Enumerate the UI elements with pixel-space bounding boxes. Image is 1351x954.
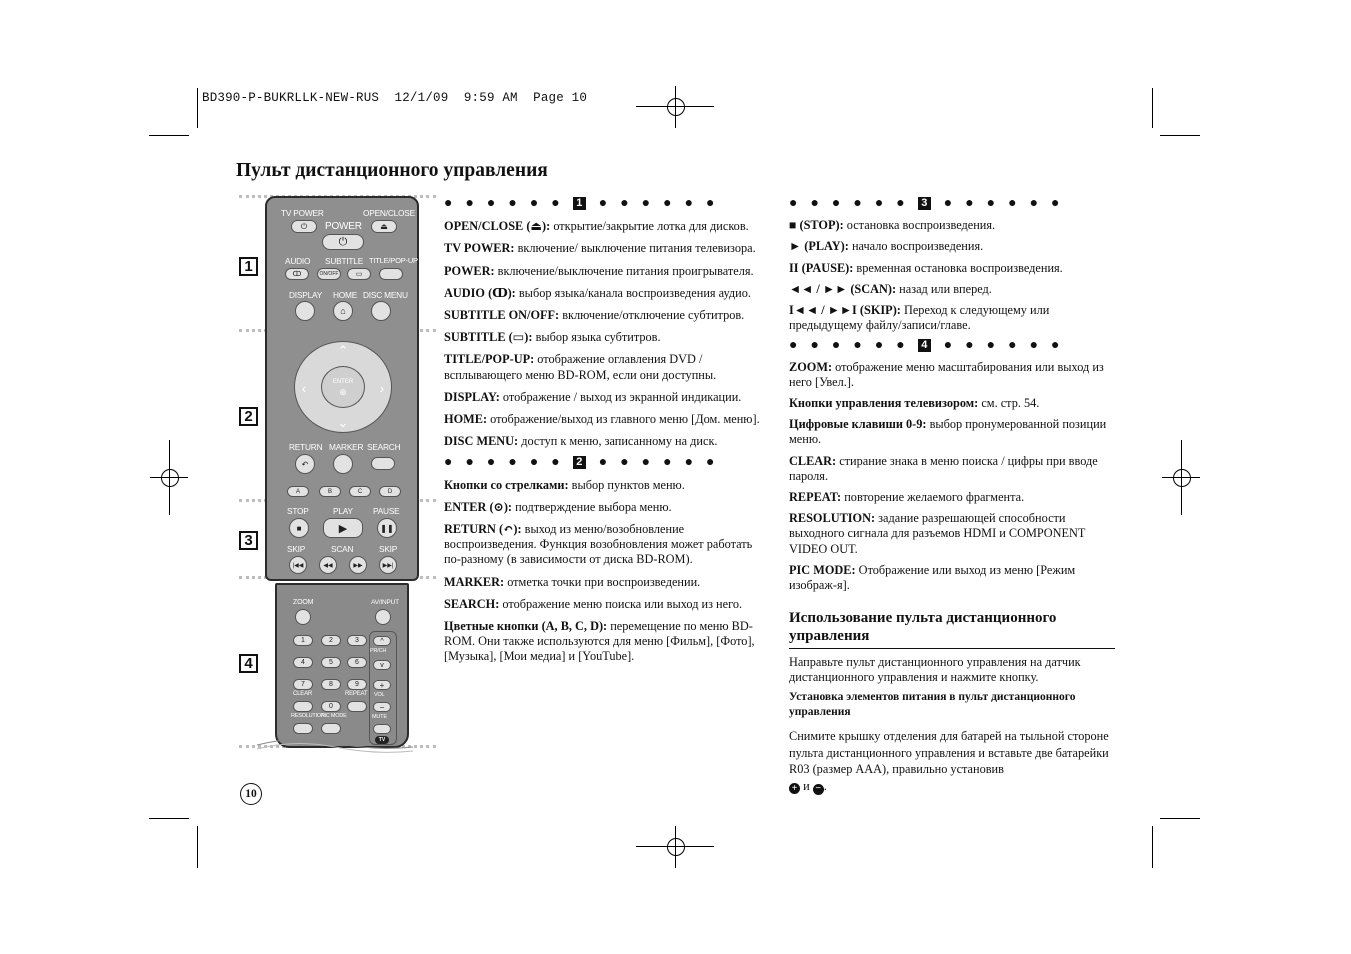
home-button: ⌂ [333, 301, 353, 321]
entry-repeat: REPEAT: повторение желаемого фрагмента. [789, 490, 1025, 505]
digit-2-button: 2 [321, 635, 341, 646]
skip-left-label: SKIP [287, 544, 306, 554]
page-title: Пульт дистанционного управления [236, 160, 548, 181]
skip-right-label: SKIP [379, 544, 398, 554]
section-header-4: ●●●●●● 4 ●●●●●● [789, 338, 1073, 354]
search-button [371, 457, 395, 470]
av-input-button [375, 609, 391, 625]
arrow-ring [294, 341, 392, 433]
color-button-b: B [319, 486, 341, 497]
disc-menu-button [371, 301, 391, 321]
digit-8-button: 8 [321, 679, 341, 690]
resolution-label: RESOLUTION [291, 713, 325, 719]
column-2 [789, 196, 1115, 795]
entry-audio: AUDIO (ↀ): выбор языка/канала воспроизведения аудио. [444, 285, 751, 300]
resolution-button [293, 723, 313, 734]
vol-up-button: + [373, 680, 391, 690]
arrow-down-icon: ⌄ [337, 415, 349, 430]
skip-next-button: ▶▶| [379, 556, 397, 574]
entry-skip: I◄◄ / ►►I (SKIP): Переход к следующему или предыдущему файлу/записи/главе. [789, 303, 1050, 333]
pause-label: PAUSE [373, 506, 400, 516]
entry-open-close: OPEN/CLOSE (⏏): открытие/закрытие лотка для дисков. [444, 219, 749, 234]
power-label: POWER [325, 221, 362, 232]
battery-text: Снимите крышку отделения для батарей на тыльной стороне пульта дистанционного управления и вставьте две батарейки R03 (размер AAA), правильно установив + и − . [789, 729, 1109, 794]
section-header-3: ●●●●●● 3 ●●●●●● [789, 196, 1073, 211]
remote-illustration-lower [275, 583, 409, 748]
entry-scan: ◄◄ / ►► (SCAN): назад или вперед. [789, 281, 992, 296]
digit-3-button: 3 [347, 635, 367, 646]
mute-button [373, 724, 391, 734]
tv-badge: TV [375, 736, 389, 744]
entry-tv-power: TV POWER: включение/ выключение питания телевизора. [444, 241, 756, 256]
usage-heading: Использование пульта дистанционного управления [789, 610, 1057, 645]
subtitle-onoff-button: ON/OFF [317, 268, 341, 280]
pause-button: ❚❚ [377, 518, 397, 538]
battery-heading: Установка элементов питания в пульт дистанционного управления [789, 690, 1076, 718]
audio-label: AUDIO [285, 256, 311, 266]
section-header-2: ●●●●●● 2 ●●●●●● [444, 455, 728, 471]
tv-power-button: ⏻ [291, 220, 317, 233]
digit-1-button: 1 [293, 635, 313, 646]
digit-9-button: 9 [347, 679, 367, 690]
entry-search: SEARCH: отображение меню поиска или выход из него. [444, 596, 743, 611]
skip-prev-button: |◀◀ [289, 556, 307, 574]
search-label: SEARCH [367, 442, 401, 452]
pr-ch-label: PR/CH [370, 648, 387, 654]
play-button: ▶ [323, 518, 363, 538]
usage-text: Направьте пульт дистанционного управления на датчик дистанционного управления и нажмите кнопку. [789, 655, 1081, 685]
enter-button: ENTER ⊕ [321, 366, 365, 408]
tv-control-panel [369, 631, 397, 745]
entry-zoom: ZOOM: отображение меню масштабирования или выход из него [Увел.]. [789, 359, 1104, 389]
entry-resolution: RESOLUTION: задание разрешающей способности выходного сигнала для разъемов HDMI и COMPONENT VIDEO OUT. [789, 511, 1086, 556]
entry-display: DISPLAY: отображение / выход из экранной индикации. [444, 389, 742, 404]
arrow-right-icon: › [379, 380, 385, 396]
entry-play: ► (PLAY): начало воспроизведения. [789, 239, 984, 254]
marker-button [333, 454, 353, 474]
return-label: RETURN [289, 442, 323, 452]
subtitle-button: ▭ [347, 268, 371, 280]
arrow-up-icon: ⌃ [337, 343, 349, 358]
section-header-1: ●●●●●● 1 ●●●●●● [444, 196, 728, 211]
display-label: DISPLAY [289, 290, 323, 300]
entry-subtitle-onoff: SUBTITLE ON/OFF: включение/отключение субтитров. [444, 308, 745, 323]
repeat-label: REPEAT [345, 691, 368, 697]
pic-mode-label: PIC MODE [321, 713, 347, 719]
power-button: ⏻ [322, 234, 364, 250]
page-number: 10 [240, 783, 262, 805]
digit-0-button: 0 [321, 701, 341, 712]
scan-label: SCAN [331, 544, 354, 554]
entry-home: HOME: отображение/выход из главного меню [Дом. меню]. [444, 412, 760, 427]
entry-stop: ■ (STOP): остановка воспроизведения. [789, 218, 996, 233]
pr-ch-up-button: ^ [373, 636, 391, 646]
clear-label: CLEAR [293, 691, 313, 697]
digit-5-button: 5 [321, 657, 341, 668]
marker-label: MARKER [329, 442, 364, 452]
entry-subtitle: SUBTITLE (▭): выбор языка субтитров. [444, 330, 661, 345]
color-button-a: A [287, 486, 309, 497]
vol-label: VOL [374, 692, 385, 698]
remote-cutline [255, 735, 415, 765]
page-header: BD390-P-BUKRLLK-NEW-RUS 12/1/09 9:59 AM Page 10 [202, 91, 588, 105]
entry-marker: MARKER: отметка точки при воспроизведении. [444, 574, 701, 589]
entry-return: RETURN (↶): выход из меню/возобновление воспроизведения. Функция возобновления может работать по-разному (в зависимости от диска BD-ROM). [444, 522, 753, 567]
title-popup-button [379, 268, 403, 280]
entry-color-buttons: Цветные кнопки (A, B, C, D): перемещение по меню BD-ROM. Они также используются для меню [Фильм], [Фото], [Музыка], [Мои медиа] и [YouTube]. [444, 619, 755, 664]
entry-title-popup: TITLE/POP-UP: отображение оглавления DVD / всплывающего меню BD-ROM, если они доступны. [444, 352, 717, 382]
digit-4-button: 4 [293, 657, 313, 668]
entry-tv-buttons: Кнопки управления телевизором: см. стр. 54. [789, 396, 1040, 411]
stop-button: ■ [289, 518, 309, 538]
plus-icon: + [789, 783, 800, 794]
home-label: HOME [333, 290, 358, 300]
zoom-label: ZOOM [293, 599, 314, 606]
vol-down-button: − [373, 702, 391, 712]
title-popup-label: TITLE/POP-UP [369, 256, 418, 265]
entry-enter: ENTER (⊙): подтверждение выбора меню. [444, 499, 672, 514]
entry-pause: II (PAUSE): временная остановка воспроизведения. [789, 260, 1063, 275]
column-1 [444, 196, 770, 665]
arrow-left-icon: ‹ [301, 380, 307, 396]
return-button: ↶ [295, 454, 315, 474]
digit-7-button: 7 [293, 679, 313, 690]
section-number-1: 1 [239, 257, 258, 276]
entry-power: POWER: включение/выключение питания проигрывателя. [444, 263, 754, 278]
open-close-label: OPEN/CLOSE [363, 208, 415, 218]
minus-icon: − [813, 784, 824, 795]
pr-ch-down-button: v [373, 660, 391, 670]
scan-forward-button: ▶▶ [349, 556, 367, 574]
entry-digits: Цифровые клавиши 0-9: выбор пронумерованной позиции меню. [789, 417, 1107, 447]
entry-clear: CLEAR: стирание знака в меню поиска / цифры при вводе пароля. [789, 453, 1098, 483]
av-input-label: AV/INPUT [371, 599, 399, 606]
entry-pic-mode: PIC MODE: Отображение или выход из меню [Режим изображ-я]. [789, 562, 1076, 593]
subtitle-label: SUBTITLE [325, 256, 364, 266]
digit-6-button: 6 [347, 657, 367, 668]
stop-label: STOP [287, 506, 309, 516]
disc-menu-label: DISC MENU [363, 290, 408, 300]
color-button-d: D [379, 486, 401, 497]
entry-arrows: Кнопки со стрелками: выбор пунктов меню. [444, 477, 685, 492]
repeat-button [347, 701, 367, 712]
section-number-3: 3 [239, 531, 258, 550]
zoom-button [295, 609, 311, 625]
section-number-4: 4 [239, 654, 258, 673]
clear-button [293, 701, 313, 712]
color-button-c: C [349, 486, 371, 497]
scan-back-button: ◀◀ [319, 556, 337, 574]
audio-button: ↀ [285, 268, 309, 280]
pic-mode-button [321, 723, 341, 734]
remote-illustration [265, 196, 419, 581]
open-close-button: ⏏ [371, 220, 397, 233]
section-number-2: 2 [239, 407, 258, 426]
play-label: PLAY [333, 506, 353, 516]
display-button [295, 301, 315, 321]
entry-disc-menu: DISC MENU: доступ к меню, записанному на диск. [444, 434, 718, 449]
tv-power-label: TV POWER [281, 208, 324, 218]
mute-label: MUTE [372, 714, 387, 720]
